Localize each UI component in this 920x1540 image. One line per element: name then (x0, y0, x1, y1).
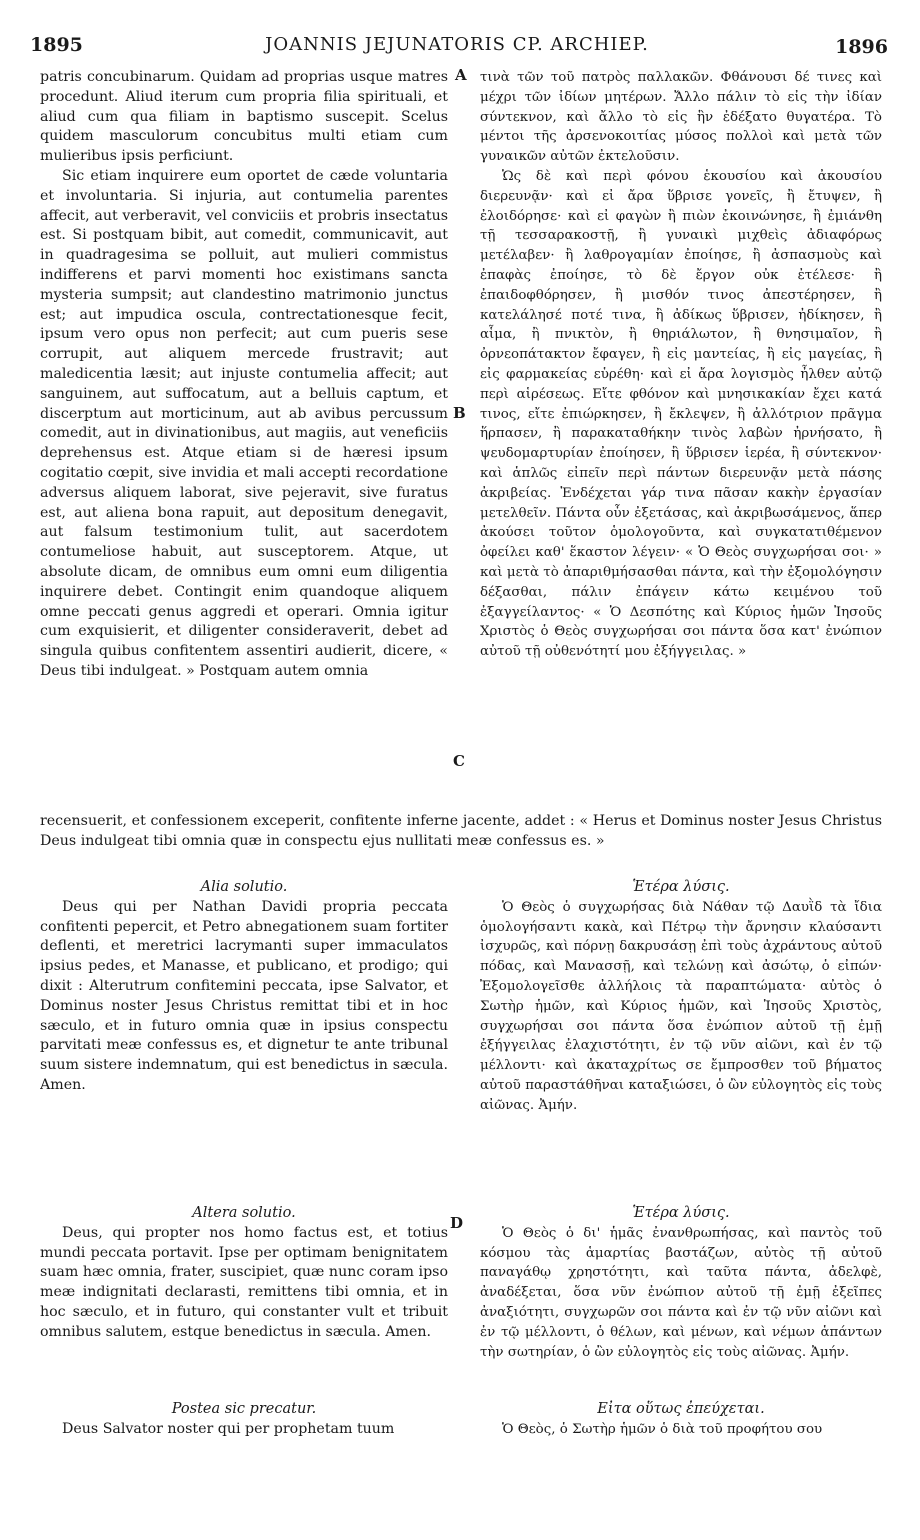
greek-heading-eita: Εἶτα οὕτως ἐπεύχεται. (597, 1401, 765, 1417)
latin-paragraph-4: Deus, qui propter nos homo factus est, et totius mundi peccata portavit. Ipse per optimam benignitatem suam hæc omnia, frater, suscipiet, quæ nunc coram ipso meæ indignitati declarasti, remittens tibi omnia, et in hoc sæculo, et in futuro, qui constanter vult et tribuit omnibus salutem, estque benedictus in sæcula. Amen. (40, 1224, 448, 1340)
latin-section-postea (40, 1400, 448, 1490)
latin-heading-altera-solutio: Altera solutio. (192, 1205, 296, 1221)
section-marker-a: A (455, 66, 467, 84)
greek-paragraph-1: τινὰ τῶν τοῦ πατρὸς παλλακῶν. Φθάνουσι δέ τινες καὶ μέχρι τῶν ἰδίων μητέρων. Ἄλλο πάλιν τὸ εἰς τὴν ἰδίαν σύντεκνον, καὶ ἄλλο τὸ εἰς ἣν ἐδέξατο θυγατέρα. Τὸ μέντοι τῆς ἀρσενοκοιτίας μύσος πολλοὶ καὶ μετὰ τῶν γυναικῶν αὐτῶν ἐκτελοῦσιν. (480, 70, 882, 165)
running-head: JOANNIS JEJUNATORIS CP. ARCHIEP. (265, 34, 649, 55)
greek-paragraph-5: Ὁ Θεὸς, ὁ Σωτὴρ ἡμῶν ὁ διὰ τοῦ προφήτου σου (502, 1421, 823, 1437)
page-number-left: 1895 (30, 34, 83, 56)
latin-heading-alia-solutio: Alia solutio. (200, 879, 288, 895)
latin-heading-postea: Postea sic precatur. (171, 1401, 317, 1417)
latin-paragraph-5: Deus Salvator noster qui per prophetam tuum (62, 1420, 395, 1437)
greek-paragraph-4: Ὁ Θεὸς ὁ δι' ἡμᾶς ἐνανθρωπήσας, καὶ παντὸς τοῦ κόσμου τὰς ἁμαρτίας βαστάζων, αὐτὸς τῇ αὐτοῦ παναγάθῳ χρηστότητι, καὶ ταῦτα πάντα, ἀδελφὲ, ἀναδέξεται, ὅσα νῦν ἐνώπιον αὐτοῦ τῇ ἐμῇ ἐξεῖπες ἀναξιότητι, συγχωρῶν σοι πάντα καὶ ἐν τῷ νῦν αἰῶνι καὶ ἐν τῷ μέλλοντι, ὁ θέλων, καὶ μένων, καὶ νέμων ἁπάντων τὴν σωτηρίαν, ὁ ὢν εὐλογητὸς εἰς τοὺς αἰῶνας. Ἀμήν. (480, 1225, 882, 1360)
section-marker-b: B (453, 404, 466, 422)
greek-paragraph-2: Ὡς δὲ καὶ περὶ φόνου ἑκουσίου καὶ ἀκουσίου διερευνᾷν· καὶ εἰ ἄρα ὕβρισε γονεῖς, ἢ ἔτυψεν, ἢ ἐλοιδόρησε· καὶ εἰ φαγὼν ἢ πιὼν ἐκοινώνησε, ἢ ἐμιάνθη τῇ τεσσαρακοστῇ, ἢ γυναικὶ μιχθεὶς ἀδιαφόρως μετέλαβεν· ἢ λαθρογαμίαν ἐποίησε, ἢ ἀσπασμοὺς καὶ ἐπαφὰς ἐποίησε, τὸ δὲ ἔργον οὐκ ἐτέλεσε· ἢ ἐπαιδοφθόρησεν, ἢ μισθόν τινος ἀπεστέρησεν, ἢ κατελάλησέ ποτέ τινα, ἢ ἀδίκως ὕβρισεν, ἠδίκησεν, ἢ αἷμα, ἢ πνικτὸν, ἢ θηριάλωτον, ἢ θνησιμαῖον, ἢ ὀρνεοπάτακτον ἔφαγεν, ἢ εἰς μαντείας, ἢ εἰς μαγείας, ἢ εἰς φαρμακείας εὑρέθη· καὶ εἰ ἄρα λογισμὸς ἦλθεν αὐτῷ περὶ αἱρέσεως. Εἴτε φθόνον καὶ μνησικακίαν ἔχει κατά τινος, εἴτε ἐπιώρκησεν, ἢ ἔκλεψεν, ἢ ἀλλότριον πρᾶγμα ἥρπασεν, ἢ παρακαταθήκην τινὸς λαβὼν ἠρνήσατο, ἢ ψευδομαρτυρίαν ἐποίησεν, ἢ ὕβρισεν ἱερέα, ἢ σύντεκνον· καὶ ἁπλῶς εἰπεῖν περὶ πάντων διερευνᾷν μετὰ πάσης ἀκριβείας. Ἐνδέχεται γάρ τινα πᾶσαν κακὴν ἐργασίαν μετελθεῖν. Πάντα οὖν ἐξετάσας, καὶ ἀκριβωσάμενος, ἅπερ ἀκούσει τοῦτον ὁμολογοῦντα, καὶ συγκατατιθέμενον ὀφείλει καθ' ἕκαστον λέγειν· « Ὁ Θεὸς συγχωρήσαι σοι· » καὶ μετὰ τὸ ἀπαριθμήσασθαι πάντα, καὶ τὴν ἐξομολόγησιν δέξασθαι, πάλιν ἐπάγειν κάτω κειμένου τοῦ ἐξαγγείλαντος· « Ὁ Δεσπότης καὶ Κύριος ἡμῶν Ἰησοῦς Χριστὸς ὁ Θεὸς συγχωρήσαι σοι πάντα ὅσα κατ' ἐνώπιον αὐτοῦ τῇ οὐθενότητί μου ἐξήγγειλας. » (480, 168, 882, 660)
greek-section-eita (480, 1400, 882, 1490)
latin-paragraph-1: patris concubinarum. Quidam ad proprias usque matres procedunt. Aliud iterum cum propria filia spirituali, et aliud cum qua filiam in baptismo suscepit. Scelus quidem masculorum concubitus multi etiam cum mulieribus ipsis perficiunt. (40, 69, 448, 165)
latin-paragraph-2: Sic etiam inquirere eum oportet de cæde voluntaria et involuntaria. Si injuria, aut contumelia parentes affecit, aut verberavit, vel conviciis et probris insectatus est. Si postquam bibit, aut comedit, communicavit, aut in quadragesima se polluit, aut mulieri commistus indifferens et parvi momenti hoc existimans sancta mysteria sumpsit; aut clandestino matrimonio junctus est; aut impudica oscula, contrectationesque fecit, ipsum vero opus non perfecit; aut cum pueris sese corrupit, aut aliquem mercede frustravit; aut maledicentia læsit; aut injuste contumelia affecit; aut sanguinem, aut suffocatum, aut a belluis captum, et discerptum aut morticinum, aut ab avibus percussum comedit, aut in divinationibus, aut magiis, aut veneficiis deprehensus est. Atque etiam si de hæresi ipsum cogitatio cœpit, sive invidia et mali accepti recordatione adversus aliquem laborat, sive pejeravit, sive furatus est, aut aliena bona rapuit, aut depositum denegavit, aut falsum testimonium tulit, aut sacerdotem contumeliose habuit, aut susceptorem. Atque, ut absolute dicam, de omnibus eum omni eum diligentia inquirere debet. Contingit enim quandoque aliquem omne peccati genus aggredi et operari. Omnia igitur cum exquisierit, et diligenter consideraverit, debet ad singula quibus confitentem assentiri audierit, dicere, « Deus tibi indulgeat. » Postquam autem omnia (40, 167, 448, 679)
latin-paragraph-3: Deus qui per Nathan Davidi propria peccata confitenti pepercit, et Petro abnegationem suam fortiter deflenti, et meretrici lacrymanti super immaculatos ipsius pedes, et Manasse, et publicano, et prodigo; qui dixit : Alterutrum confitemini peccata, ipse Salvator, et Dominus noster Jesus Christus remittat tibi et in hoc sæculo, et in futuro omnia quæ in ipsius conspectu parvitati meæ confessus es, et dignetur te ante tribunal suum sistere indemnatum, qui est benedictus in sæcula. Amen. (40, 898, 448, 1093)
latin-full-line: recensuerit, et confessionem exceperit, confitente inferne jacente, addet : « Herus et Dominus noster Jesus Christus Deus indulgeat tibi omnia quæ in conspectu ejus nullitati meæ confessus es. » (40, 813, 882, 849)
latin-section-alia-solutio (40, 878, 448, 1168)
latin-column-top (40, 68, 448, 828)
page-number-right: 1896 (835, 36, 888, 58)
greek-section-etera-lysis-2 (480, 1204, 882, 1400)
greek-heading-etera-lysis-2: Ἑτέρα λύσις. (632, 1205, 730, 1221)
greek-heading-etera-lysis-1: Ἑτέρα λύσις. (632, 879, 730, 895)
latin-section-altera-solutio (40, 1204, 448, 1400)
greek-column-top (480, 68, 882, 810)
greek-section-etera-lysis-1 (480, 878, 882, 1198)
section-marker-c: C (453, 752, 465, 770)
section-marker-d: D (450, 1214, 464, 1232)
page-header (26, 34, 888, 60)
latin-full-width-line (40, 812, 882, 858)
greek-paragraph-3: Ὁ Θεὸς ὁ συγχωρήσας διὰ Νάθαν τῷ Δαυῒδ τὰ ἴδια ὁμολογήσαντι κακὰ, καὶ Πέτρῳ τὴν ἄρνησιν κλαύσαντι ἰσχυρῶς, καὶ πόρνῃ δακρυσάσῃ ἐπὶ τοὺς ἀχράντους αὐτοῦ πόδας, καὶ Μανασσῇ, καὶ τελώνῃ καὶ ἀσώτῳ, ὁ εἰπών· Ἐξομολογεῖσθε ἀλλήλοις τὰ παραπτώματα· αὐτὸς ὁ Σωτὴρ ἡμῶν, καὶ Κύριος ἡμῶν, καὶ Ἰησοῦς Χριστὸς, συγχωρήσαι σοι πάντα ὅσα ἐνώπιον αὐτοῦ τῇ ἐμῇ ἐξήγγειλας ἐλαχιστότητι, ἐν τῷ νῦν αἰῶνι, καὶ ἐν τῷ μέλλοντι· καὶ ἀκαταχρίτως σε ἔμπροσθεν τοῦ βήματος αὐτοῦ παραστάθῆναι καταξιώσει, ὁ ὢν εὐλογητὸς εἰς τοὺς αἰῶνας. Ἀμήν. (480, 899, 882, 1113)
